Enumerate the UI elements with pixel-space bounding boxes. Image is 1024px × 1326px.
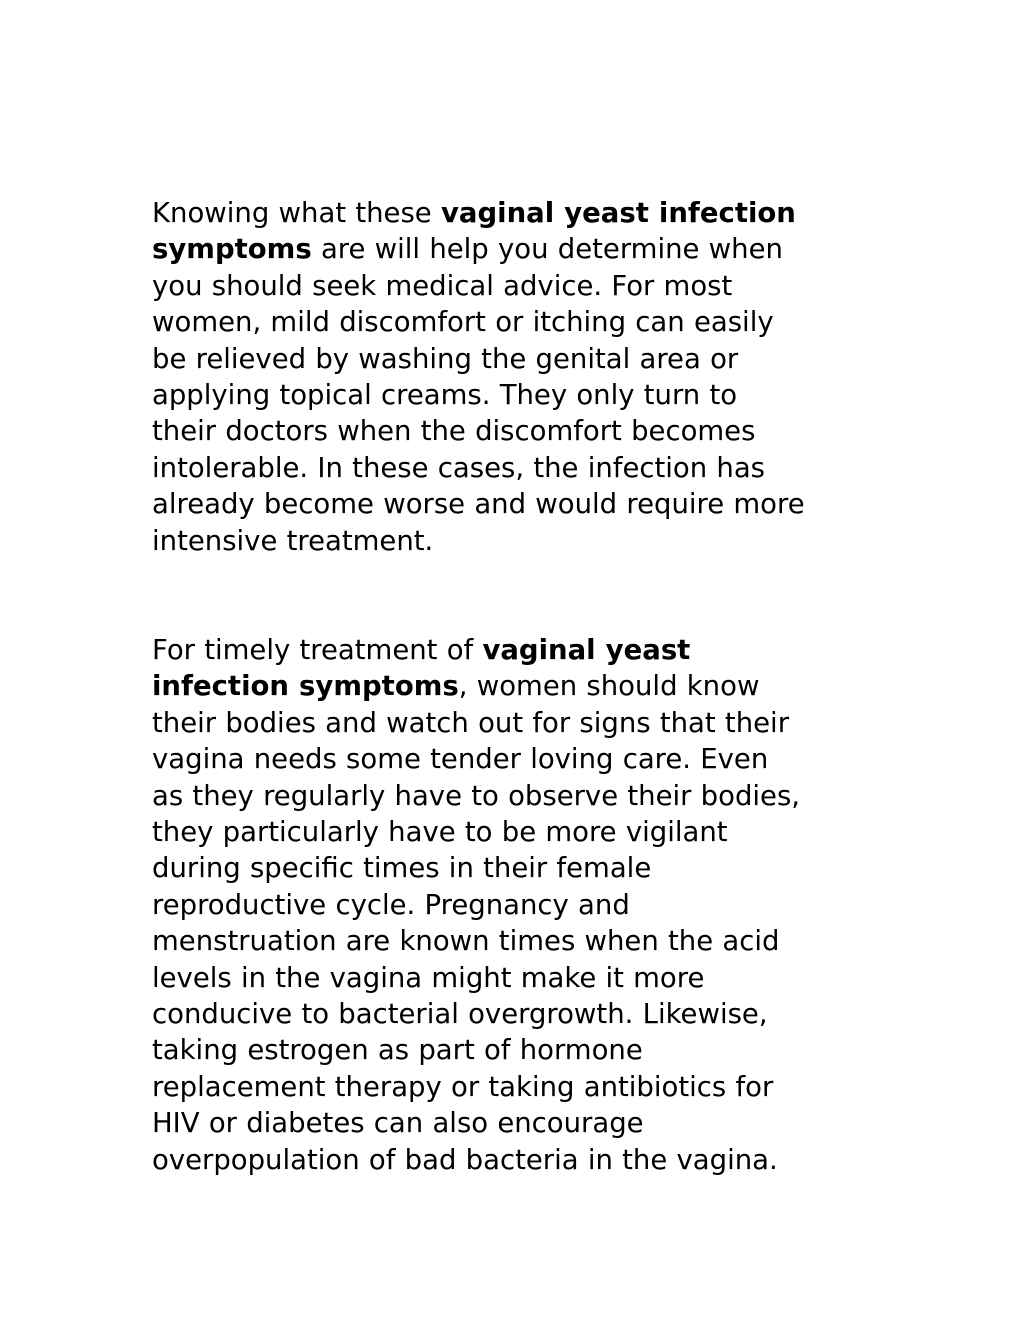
text-line: their doctors when the discomfort becomes	[152, 415, 756, 448]
paragraph-1	[152, 195, 882, 559]
text-line: already become worse and would require more	[152, 488, 805, 521]
text-line: be relieved by washing the genital area or	[152, 342, 739, 375]
text-line: For timely treatment of	[152, 634, 483, 666]
text-line: intensive treatment.	[152, 524, 434, 557]
text-line: levels in the vagina might make it more	[152, 961, 705, 994]
text-line: , women should know	[458, 670, 760, 703]
bold-keyword: infection symptoms	[152, 670, 459, 703]
text-line: HIV or diabetes can also encourage	[152, 1107, 644, 1140]
text-line: overpopulation of bad bacteria in the vagina.	[152, 1143, 778, 1176]
text-line: conducive to bacterial overgrowth. Likewise,	[152, 998, 768, 1031]
text-line: taking estrogen as part of hormone	[152, 1034, 643, 1067]
text-line: their bodies and watch out for signs that their	[152, 706, 789, 739]
text-line: vagina needs some tender loving care. Even	[152, 743, 769, 776]
text-line: you should seek medical advice. For most	[152, 269, 733, 302]
text-line: during specific times in their female	[152, 852, 652, 885]
text-line: they particularly have to be more vigilant	[152, 816, 728, 849]
bold-keyword: symptoms	[152, 233, 312, 266]
paragraph-2	[152, 632, 882, 1178]
text-line: reproductive cycle. Pregnancy and	[152, 888, 630, 921]
text-line: applying topical creams. They only turn to	[152, 379, 738, 412]
text-line: intolerable. In these cases, the infection has	[152, 451, 766, 484]
text-line: are will help you determine when	[311, 233, 783, 266]
text-line: as they regularly have to observe their bodies,	[152, 779, 801, 812]
text-line: Knowing what these	[152, 197, 441, 229]
text-line: women, mild discomfort or itching can easily	[152, 306, 774, 339]
text-line: menstruation are known times when the acid	[152, 925, 780, 958]
bold-keyword: vaginal yeast	[482, 634, 691, 666]
text-line: replacement therapy or taking antibiotics for	[152, 1070, 774, 1103]
bold-keyword: vaginal yeast infection	[440, 197, 796, 229]
